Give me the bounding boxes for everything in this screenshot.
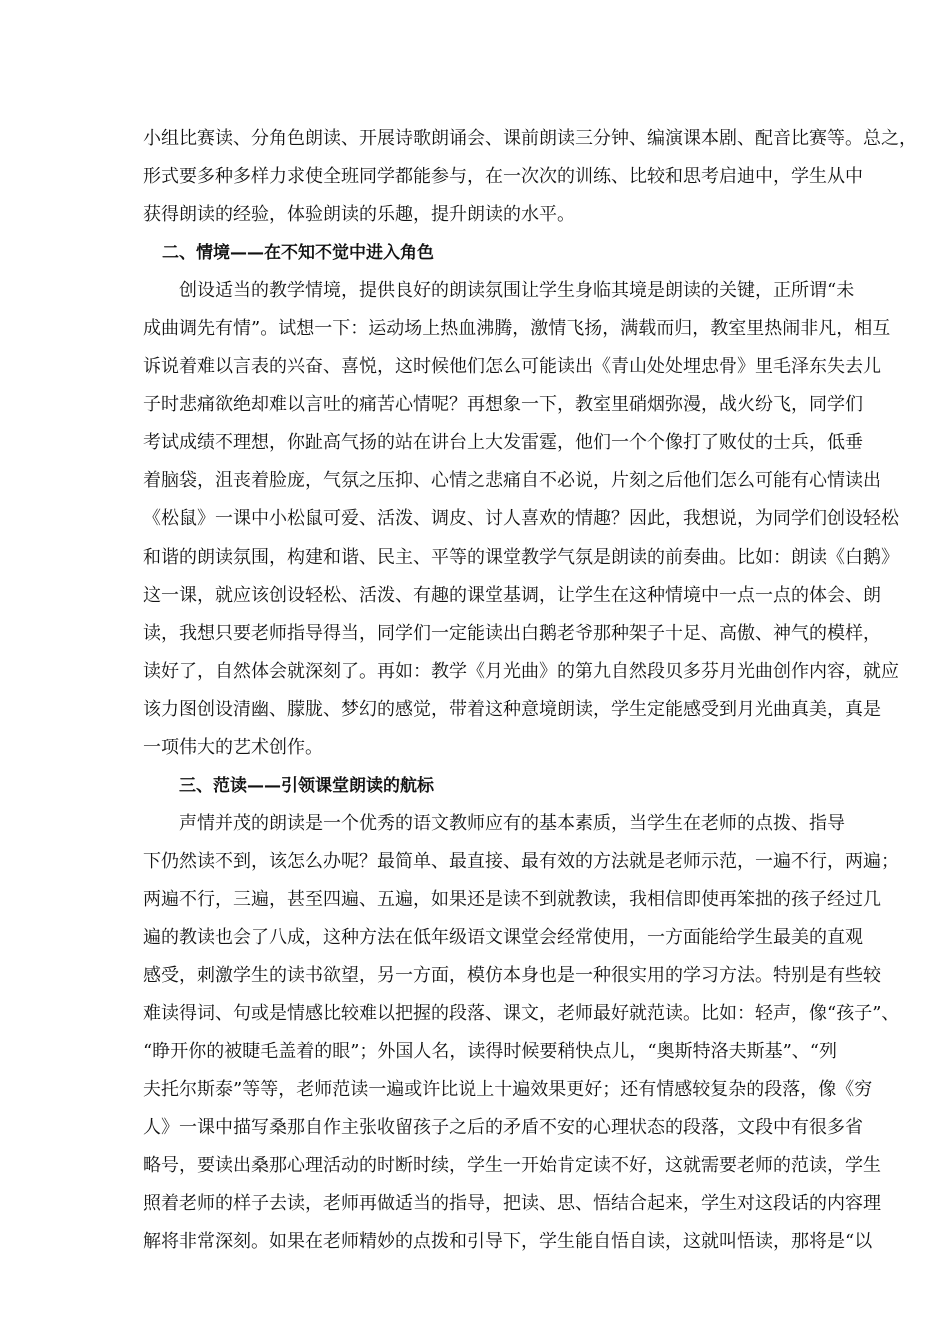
section-heading: 二、情境——在不知不觉中进入角色 <box>162 243 434 264</box>
paragraph-line: 略号，要读出桑那心理活动的时断时续，学生一开始肯定读不好，这就需要老师的范读，学生 <box>143 1155 881 1177</box>
paragraph-line: “睁开你的被睫毛盖着的眼”；外国人名，读得时候要稍快点儿，“奥斯特洛夫斯基”、“列 <box>143 1041 838 1063</box>
paragraph-line: 考试成绩不理想，你趾高气扬的站在讲台上大发雷霆，他们一个个像打了败仗的士兵，低垂 <box>143 432 863 454</box>
paragraph-line: 形式要多种多样力求使全班同学都能参与，在一次次的训练、比较和思考启迪中，学生从中 <box>143 166 863 188</box>
paragraph-line: 该力图创设清幽、朦胧、梦幻的感觉，带着这种意境朗读，学生定能感受到月光曲真美，真是 <box>143 698 881 720</box>
paragraph-line: 遍的教读也会了八成，这种方法在低年级语文课堂会经常使用，一方面能给学生最美的直观 <box>143 926 863 948</box>
paragraph-line: 两遍不行，三遍，甚至四遍、五遍，如果还是读不到就教读，我相信即使再笨拙的孩子经过几 <box>143 888 881 910</box>
paragraph-line: 成曲调先有情”。试想一下：运动场上热血沸腾，激情飞扬，满载而归，教室里热闹非凡，相互 <box>143 318 891 340</box>
paragraph-line: 读，我想只要老师指导得当，同学们一定能读出白鹅老爷那种架子十足、高傲、神气的模样， <box>143 622 881 644</box>
paragraph-line: 着脑袋，沮丧着脸庞，气氛之压抑、心情之悲痛自不必说，片刻之后他们怎么可能有心情读出 <box>143 470 881 492</box>
paragraph-line: 获得朗读的经验，体验朗读的乐趣，提升朗读的水平。 <box>143 204 575 226</box>
paragraph-line: 照着老师的样子去读，老师再做适当的指导，把读、思、悟结合起来，学生对这段话的内容理 <box>143 1193 881 1215</box>
paragraph-first-line: 声情并茂的朗读是一个优秀的语文教师应有的基本素质，当学生在老师的点拨、指导 <box>179 812 845 834</box>
paragraph-line: 读好了，自然体会就深刻了。再如：教学《月光曲》的第九自然段贝多芬月光曲创作内容，就应 <box>143 660 899 682</box>
paragraph-line: 感受，刺激学生的读书欲望，另一方面，模仿本身也是一种很实用的学习方法。特别是有些较 <box>143 965 881 987</box>
paragraph-line: 小组比赛读、分角色朗读、开展诗歌朗诵会、课前朗读三分钟、编演课本剧、配音比赛等。总之， <box>143 128 917 149</box>
paragraph-line: 一项伟大的艺术创作。 <box>143 736 323 758</box>
paragraph-line: 下仍然读不到，该怎么办呢？最简单、最直接、最有效的方法就是老师示范，一遍不行，两遍； <box>143 850 899 872</box>
paragraph-line: 子时悲痛欲绝却难以言吐的痛苦心情呢？再想象一下，教室里硝烟弥漫，战火纷飞，同学们 <box>143 394 863 416</box>
paragraph-line: 诉说着难以言表的兴奋、喜悦，这时候他们怎么可能读出《青山处处埋忠骨》里毛泽东失去儿 <box>143 356 881 378</box>
paragraph-line: 和谐的朗读氛围，构建和谐、民主、平等的课堂教学气氛是朗读的前奏曲。比如：朗读《白鹅》 <box>143 546 899 568</box>
paragraph-first-line: 创设适当的教学情境，提供良好的朗读氛围让学生身临其境是朗读的关键，正所谓“未 <box>179 280 855 302</box>
document-body <box>143 120 917 1261</box>
section-heading: 三、范读——引领课堂朗读的航标 <box>179 775 434 796</box>
paragraph-line: 《松鼠》一课中小松鼠可爱、活泼、调皮、讨人喜欢的情趣？因此，我想说，为同学们创设轻松 <box>143 508 899 530</box>
paragraph-line: 解将非常深刻。如果在老师精妙的点拨和引导下，学生能自悟自读，这就叫悟读，那将是“以 <box>143 1231 873 1253</box>
paragraph-line: 这一课，就应该创设轻松、活泼、有趣的课堂基调，让学生在这种情境中一点一点的体会、朗 <box>143 584 881 606</box>
paragraph-line: 夫托尔斯泰”等等，老师范读一遍或许比说上十遍效果更好；还有情感较复杂的段落，像《穷 <box>143 1079 873 1101</box>
paragraph-line: 人》一课中描写桑那自作主张收留孩子之后的矛盾不安的心理状态的段落，文段中有很多省 <box>143 1117 863 1139</box>
paragraph-line: 难读得词、句或是情感比较难以把握的段落、课文，老师最好就范读。比如：轻声，像“孩子”、 <box>143 1003 900 1025</box>
